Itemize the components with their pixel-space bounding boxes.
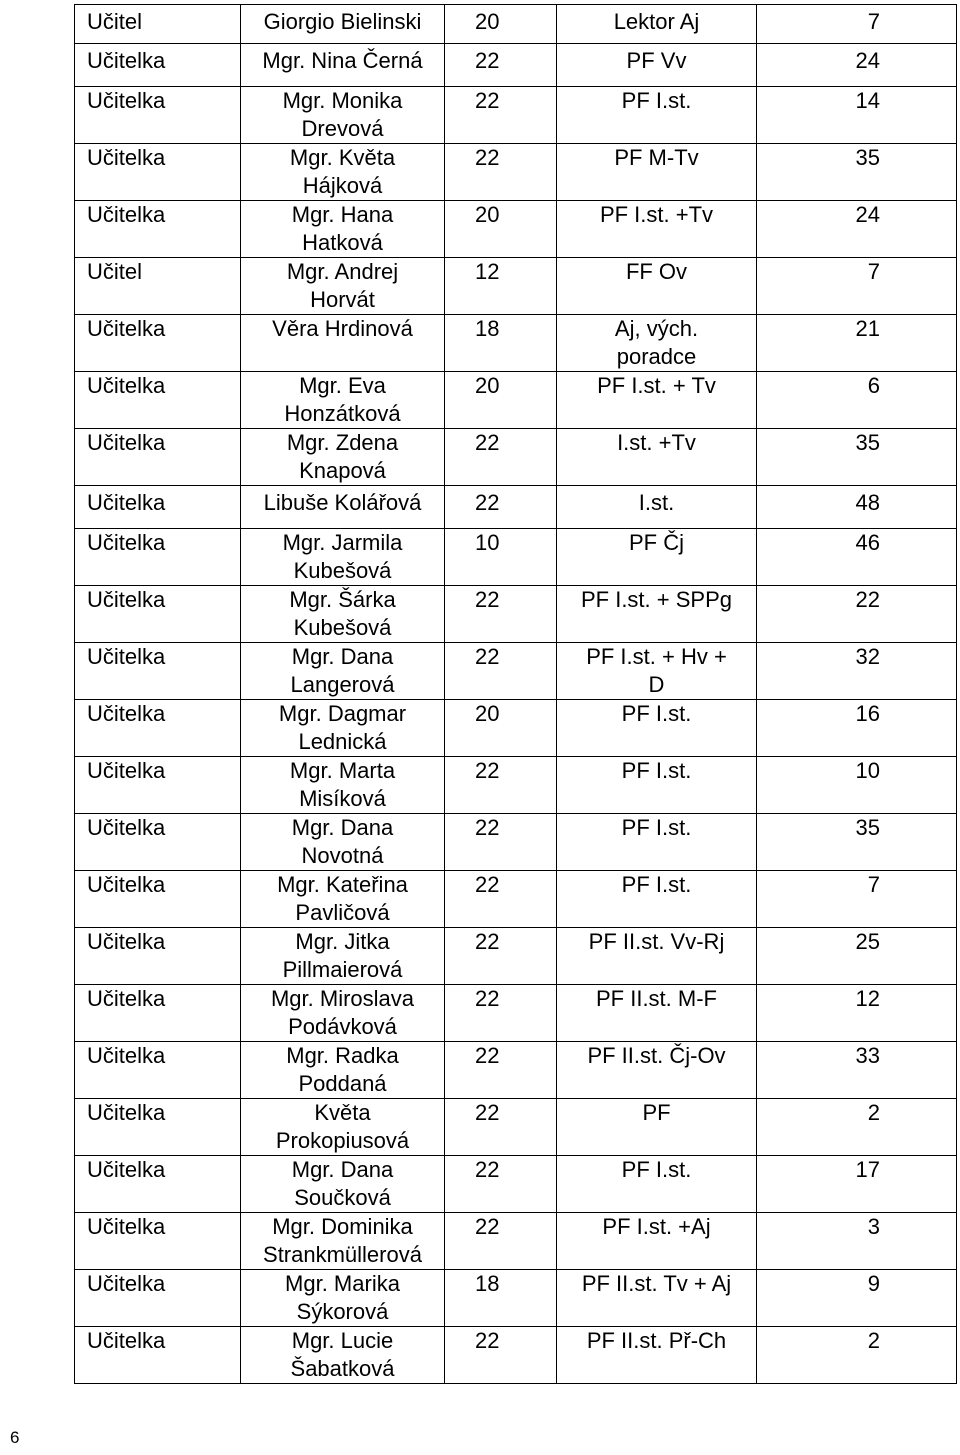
cell-name: Mgr. Jitka Pillmaierová	[241, 928, 445, 985]
cell-count: 7	[757, 5, 957, 44]
table-row	[75, 1270, 957, 1327]
cell-count: 46	[757, 529, 957, 586]
cell-name: Mgr. Eva Honzátková	[241, 372, 445, 429]
cell-count: 25	[757, 928, 957, 985]
cell-hours: 22	[445, 1042, 557, 1099]
cell-subject: I.st.	[557, 486, 757, 529]
table-row	[75, 814, 957, 871]
cell-count: 9	[757, 1270, 957, 1327]
cell-hours: 22	[445, 928, 557, 985]
cell-role: Učitelka	[75, 1042, 241, 1099]
cell-subject: PF M-Tv	[557, 144, 757, 201]
cell-name: Mgr. Monika Drevová	[241, 87, 445, 144]
cell-name: Mgr. Zdena Knapová	[241, 429, 445, 486]
cell-role: Učitelka	[75, 144, 241, 201]
cell-name: Věra Hrdinová	[241, 315, 445, 372]
cell-role: Učitelka	[75, 372, 241, 429]
cell-subject: PF I.st.	[557, 700, 757, 757]
cell-subject: PF II.st. Tv + Aj	[557, 1270, 757, 1327]
table-row	[75, 1099, 957, 1156]
cell-count: 21	[757, 315, 957, 372]
cell-hours: 20	[445, 700, 557, 757]
table-row	[75, 985, 957, 1042]
cell-name: Mgr. Dana Langerová	[241, 643, 445, 700]
cell-subject: PF	[557, 1099, 757, 1156]
cell-hours: 20	[445, 5, 557, 44]
cell-hours: 22	[445, 429, 557, 486]
cell-hours: 22	[445, 1099, 557, 1156]
cell-count: 14	[757, 87, 957, 144]
cell-name: Mgr. Andrej Horvát	[241, 258, 445, 315]
cell-hours: 22	[445, 44, 557, 87]
cell-role: Učitelka	[75, 928, 241, 985]
cell-role: Učitelka	[75, 871, 241, 928]
cell-hours: 22	[445, 1327, 557, 1384]
table-row	[75, 586, 957, 643]
table-row	[75, 486, 957, 529]
cell-hours: 22	[445, 985, 557, 1042]
cell-role: Učitelka	[75, 529, 241, 586]
cell-subject: PF I.st. + SPPg	[557, 586, 757, 643]
cell-count: 24	[757, 201, 957, 258]
cell-hours: 22	[445, 586, 557, 643]
page-number: 6	[10, 1428, 20, 1447]
cell-subject: PF I.st. +Aj	[557, 1213, 757, 1270]
cell-role: Učitelka	[75, 315, 241, 372]
table-row	[75, 372, 957, 429]
cell-role: Učitelka	[75, 1327, 241, 1384]
cell-hours: 22	[445, 643, 557, 700]
cell-role: Učitelka	[75, 429, 241, 486]
table-row	[75, 258, 957, 315]
table-body	[75, 5, 957, 1384]
table-row	[75, 5, 957, 44]
cell-hours: 22	[445, 871, 557, 928]
cell-count: 22	[757, 586, 957, 643]
cell-hours: 22	[445, 757, 557, 814]
cell-count: 3	[757, 1213, 957, 1270]
cell-count: 35	[757, 144, 957, 201]
cell-subject: PF I.st.	[557, 814, 757, 871]
cell-hours: 22	[445, 814, 557, 871]
cell-name: Mgr. Dana Novotná	[241, 814, 445, 871]
table-row	[75, 87, 957, 144]
cell-role: Učitelka	[75, 486, 241, 529]
cell-count: 2	[757, 1327, 957, 1384]
cell-subject: PF I.st.	[557, 87, 757, 144]
cell-count: 17	[757, 1156, 957, 1213]
cell-count: 6	[757, 372, 957, 429]
table-row	[75, 1042, 957, 1099]
cell-subject: PF Čj	[557, 529, 757, 586]
cell-name: Mgr. Dana Součková	[241, 1156, 445, 1213]
cell-hours: 18	[445, 315, 557, 372]
cell-name: Libuše Kolářová	[241, 486, 445, 529]
cell-role: Učitel	[75, 5, 241, 44]
cell-name: Giorgio Bielinski	[241, 5, 445, 44]
table-row	[75, 1213, 957, 1270]
cell-subject: FF Ov	[557, 258, 757, 315]
table-row	[75, 315, 957, 372]
cell-subject: PF I.st.	[557, 1156, 757, 1213]
cell-role: Učitelka	[75, 1156, 241, 1213]
cell-hours: 10	[445, 529, 557, 586]
cell-name: Mgr. Radka Poddaná	[241, 1042, 445, 1099]
cell-subject: PF II.st. Př-Ch	[557, 1327, 757, 1384]
table-row	[75, 928, 957, 985]
table-row	[75, 1156, 957, 1213]
cell-count: 32	[757, 643, 957, 700]
cell-subject: Lektor Aj	[557, 5, 757, 44]
cell-role: Učitel	[75, 258, 241, 315]
table-row	[75, 871, 957, 928]
cell-count: 16	[757, 700, 957, 757]
table-row	[75, 700, 957, 757]
cell-hours: 20	[445, 201, 557, 258]
cell-subject: PF II.st. Čj-Ov	[557, 1042, 757, 1099]
cell-subject: Aj, vých. poradce	[557, 315, 757, 372]
cell-hours: 22	[445, 1213, 557, 1270]
cell-subject: PF I.st. + Hv + D	[557, 643, 757, 700]
cell-subject: PF I.st.	[557, 871, 757, 928]
cell-name: Mgr. Dominika Strankmüllerová	[241, 1213, 445, 1270]
table-row	[75, 1327, 957, 1384]
cell-hours: 22	[445, 144, 557, 201]
cell-role: Učitelka	[75, 1213, 241, 1270]
cell-name: Mgr. Miroslava Podávková	[241, 985, 445, 1042]
cell-count: 48	[757, 486, 957, 529]
cell-subject: PF II.st. M-F	[557, 985, 757, 1042]
table-row	[75, 757, 957, 814]
cell-name: Květa Prokopiusová	[241, 1099, 445, 1156]
cell-role: Učitelka	[75, 44, 241, 87]
cell-count: 35	[757, 429, 957, 486]
cell-hours: 12	[445, 258, 557, 315]
table-row	[75, 201, 957, 258]
cell-role: Učitelka	[75, 87, 241, 144]
cell-role: Učitelka	[75, 1270, 241, 1327]
cell-count: 24	[757, 44, 957, 87]
cell-role: Učitelka	[75, 814, 241, 871]
cell-hours: 22	[445, 486, 557, 529]
cell-name: Mgr. Jarmila Kubešová	[241, 529, 445, 586]
cell-count: 12	[757, 985, 957, 1042]
cell-role: Učitelka	[75, 201, 241, 258]
cell-subject: PF I.st. + Tv	[557, 372, 757, 429]
cell-role: Učitelka	[75, 586, 241, 643]
cell-count: 35	[757, 814, 957, 871]
cell-subject: PF II.st. Vv-Rj	[557, 928, 757, 985]
cell-hours: 18	[445, 1270, 557, 1327]
cell-count: 10	[757, 757, 957, 814]
cell-subject: PF I.st.	[557, 757, 757, 814]
cell-role: Učitelka	[75, 643, 241, 700]
table-row	[75, 529, 957, 586]
cell-role: Učitelka	[75, 700, 241, 757]
cell-subject: I.st. +Tv	[557, 429, 757, 486]
cell-name: Mgr. Marika Sýkorová	[241, 1270, 445, 1327]
table-row	[75, 144, 957, 201]
cell-name: Mgr. Marta Misíková	[241, 757, 445, 814]
cell-hours: 22	[445, 1156, 557, 1213]
cell-count: 2	[757, 1099, 957, 1156]
cell-hours: 22	[445, 87, 557, 144]
cell-name: Mgr. Lucie Šabatková	[241, 1327, 445, 1384]
cell-role: Učitelka	[75, 985, 241, 1042]
table-row	[75, 429, 957, 486]
cell-role: Učitelka	[75, 1099, 241, 1156]
cell-count: 33	[757, 1042, 957, 1099]
cell-hours: 20	[445, 372, 557, 429]
staff-table	[74, 4, 957, 1384]
cell-name: Mgr. Hana Hatková	[241, 201, 445, 258]
cell-name: Mgr. Dagmar Lednická	[241, 700, 445, 757]
cell-subject: PF I.st. +Tv	[557, 201, 757, 258]
cell-role: Učitelka	[75, 757, 241, 814]
cell-count: 7	[757, 258, 957, 315]
cell-name: Mgr. Šárka Kubešová	[241, 586, 445, 643]
cell-name: Mgr. Nina Černá	[241, 44, 445, 87]
cell-count: 7	[757, 871, 957, 928]
cell-name: Mgr. Květa Hájková	[241, 144, 445, 201]
cell-subject: PF Vv	[557, 44, 757, 87]
cell-name: Mgr. Kateřina Pavličová	[241, 871, 445, 928]
table-row	[75, 643, 957, 700]
table-row	[75, 44, 957, 87]
